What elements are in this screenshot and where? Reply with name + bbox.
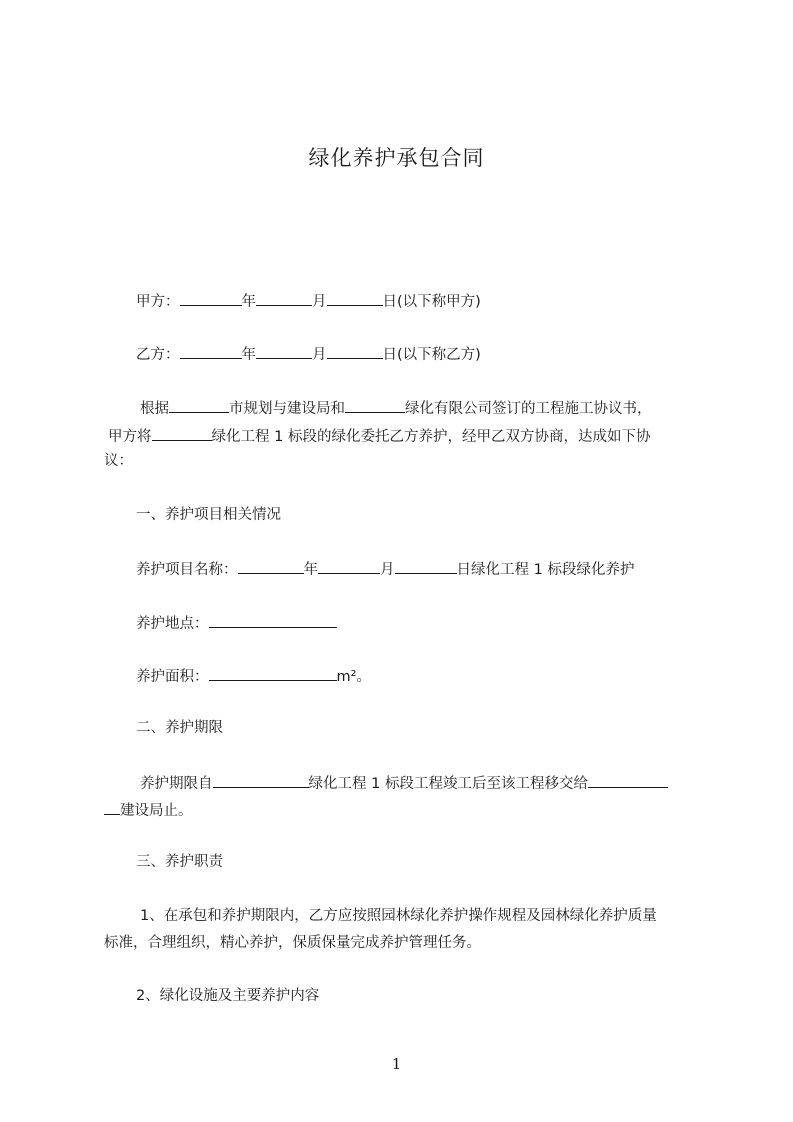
period-line-1 [140, 772, 668, 794]
preamble-text: 市规划与建设局和 [229, 401, 345, 417]
preamble-text: 绿化工程 1 标段的绿化委托乙方养护，经甲乙双方协商，达成如下协 [211, 429, 651, 445]
section-1-heading: 一、养护项目相关情况 [136, 507, 281, 523]
period-line-2 [104, 799, 193, 821]
area-label: 养护面积： [136, 669, 209, 685]
project-name-blank-1 [238, 558, 304, 574]
party-a-blank-3 [327, 290, 383, 306]
party-a-label: 甲方： [136, 294, 180, 310]
section-2-heading: 二、养护期限 [136, 720, 223, 736]
period-text: 养护期限自 [140, 776, 213, 792]
party-b-blank-2 [256, 343, 312, 359]
period-text: 建设局止。 [120, 803, 193, 819]
location-line [136, 612, 337, 634]
preamble-line-1 [140, 397, 652, 419]
project-name-line [136, 558, 634, 580]
period-blank-2 [588, 772, 668, 788]
section-3-heading: 三、养护职责 [136, 854, 223, 870]
party-b-blank-1 [180, 343, 242, 359]
area-line [136, 665, 371, 687]
preamble-blank-1 [169, 397, 229, 413]
party-b-line [136, 343, 481, 365]
party-b-label: 乙方： [136, 347, 180, 363]
area-unit: m²。 [336, 669, 371, 685]
project-name-label: 养护项目名称： [136, 562, 238, 578]
document-title: 绿化养护承包合同 [308, 146, 485, 170]
preamble-line-3: 议： [104, 453, 133, 469]
preamble-text: 根据 [140, 401, 169, 417]
party-b-month: 月 [312, 347, 327, 363]
period-blank-3 [104, 799, 120, 815]
location-blank [209, 612, 337, 628]
project-year: 年 [303, 562, 318, 578]
party-b-year: 年 [241, 347, 256, 363]
party-a-blank-1 [180, 290, 242, 306]
duty-item-1-line-1: 1、在承包和养护期限内，乙方应按照园林绿化养护操作规程及园林绿化养护质量 [140, 908, 657, 924]
duty-item-2: 2、绿化设施及主要养护内容 [136, 988, 320, 1004]
party-b-suffix: 日(以下称乙方) [382, 347, 481, 363]
preamble-blank-3 [152, 425, 212, 441]
party-a-year: 年 [241, 294, 256, 310]
party-a-suffix: 日(以下称甲方) [382, 294, 481, 310]
project-suffix: 日绿化工程 1 标段绿化养护 [456, 562, 635, 578]
party-a-blank-2 [256, 290, 312, 306]
preamble-line-2 [108, 425, 650, 447]
party-a-month: 月 [312, 294, 327, 310]
preamble-blank-2 [345, 397, 405, 413]
party-a-line [136, 290, 481, 312]
page-number: 1 [391, 1055, 402, 1073]
project-name-blank-2 [318, 558, 380, 574]
area-blank [209, 665, 337, 681]
project-month: 月 [380, 562, 395, 578]
period-blank-1 [213, 772, 309, 788]
party-b-blank-3 [327, 343, 383, 359]
preamble-text: 甲方将 [108, 429, 152, 445]
location-label: 养护地点： [136, 616, 209, 632]
project-name-blank-3 [395, 558, 457, 574]
duty-item-1-line-2: 标准，合理组织，精心养护，保质保量完成养护管理任务。 [104, 935, 481, 951]
preamble-text: 绿化有限公司签订的工程施工协议书， [405, 401, 652, 417]
period-text: 绿化工程 1 标段工程竣工后至该工程移交给 [308, 776, 588, 792]
